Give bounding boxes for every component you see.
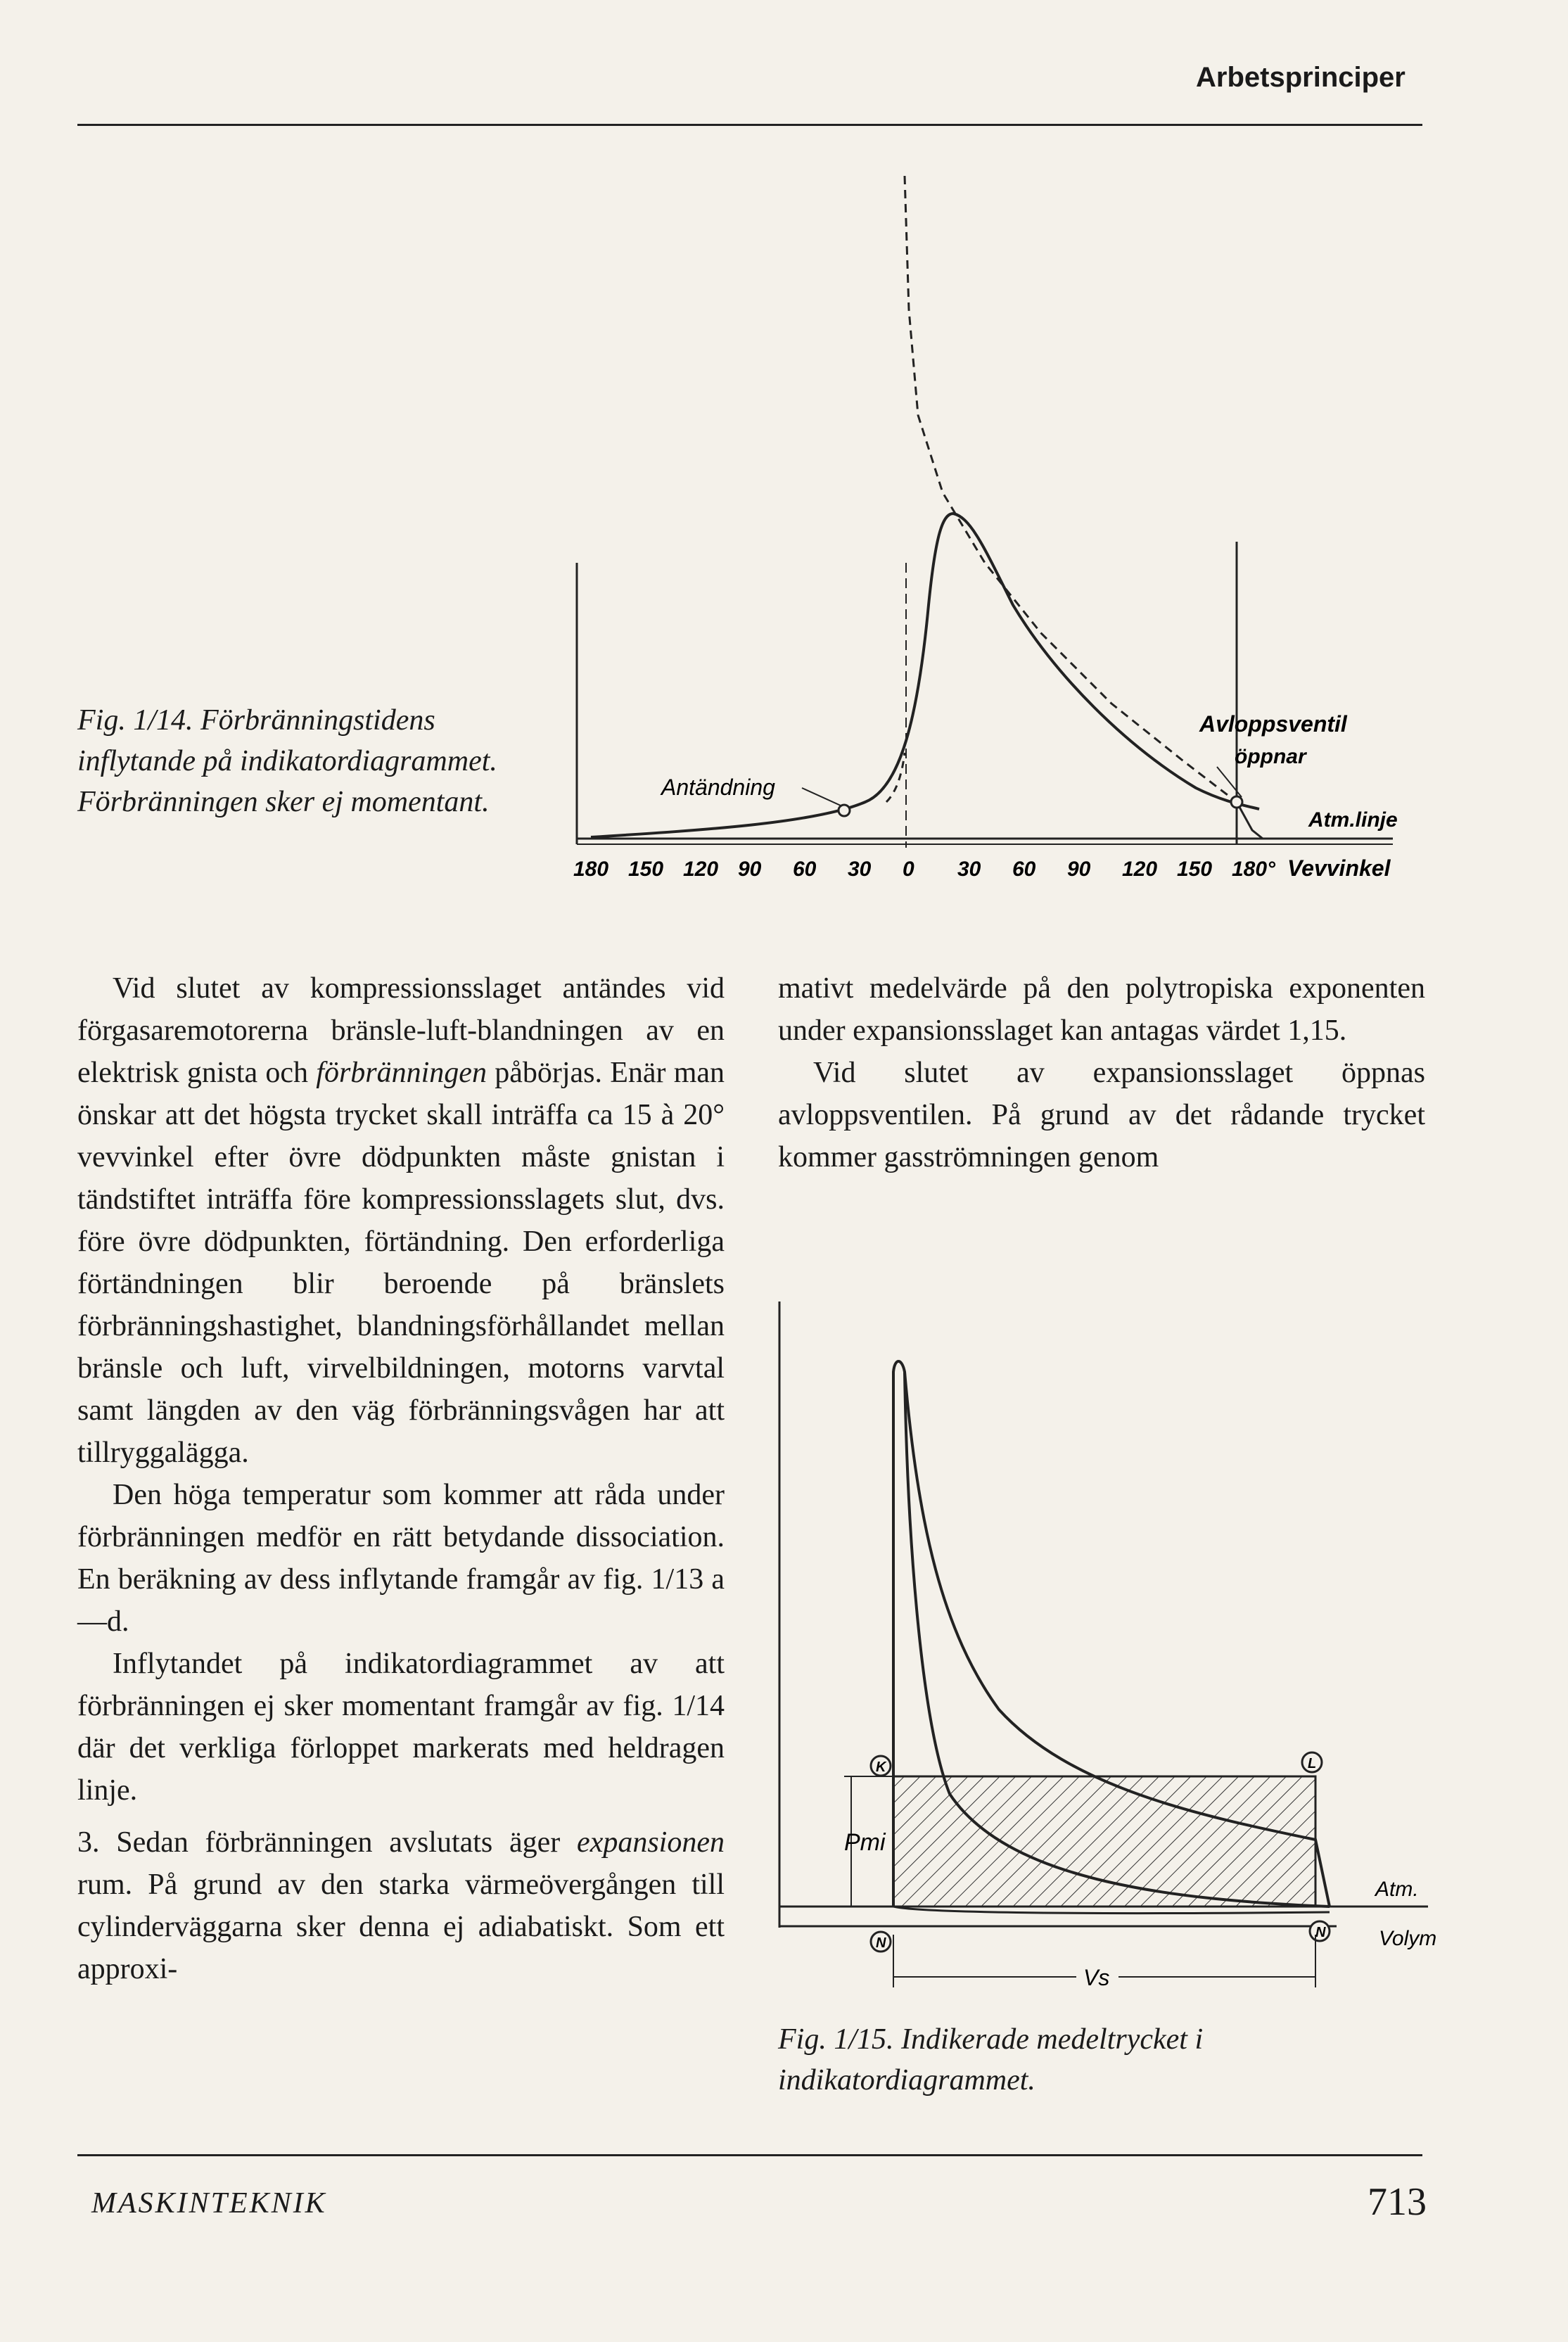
fig-15-diagram (774, 1302, 1449, 1991)
fig-14-tick-label: 120 (683, 858, 719, 881)
fig-14-tick-label: 0 (903, 858, 914, 881)
fig-14-ignition-point (839, 805, 850, 816)
fig-14-ticks (573, 858, 1276, 881)
fig-15-label-volume: Volym (1379, 1927, 1437, 1950)
fig-15-label-n1: N (876, 1935, 886, 1951)
fig-14-tick-label: 30 (848, 858, 872, 881)
fig-15-label-vs: Vs (1083, 1965, 1110, 1990)
fig-14-tick-label: 150 (1177, 858, 1213, 881)
right-paragraph-1: mativt medelvärde på den polytropiska exponenten under expansionsslaget kan antagas värdet 1,15. (778, 972, 1425, 1047)
running-head: Arbetsprinciper (1196, 62, 1406, 93)
fig-14-tick-label: 180° (1232, 858, 1276, 881)
right-column (778, 967, 1425, 1178)
fig-14-ignition-leader (802, 788, 841, 806)
left-paragraph-2: Den höga temperatur som kommer att råda under förbränningen medför en rätt betydande dissociation. En beräkning av dess inflytande framgår av fig. 1/13 a—d. (77, 1479, 725, 1638)
fig-14-tick-label: 60 (1012, 858, 1036, 881)
fig-14-tick-label: 30 (957, 858, 981, 881)
term-combustion: förbränningen (316, 1057, 487, 1089)
fig-14-caption: Fig. 1/14. Förbränningstidens inflytande på indikatordiagrammet. Förbränningen sker ej momentant. (77, 704, 497, 818)
fig-14-label-ignition: Antändning (661, 775, 775, 800)
left-paragraph-3: Inflytandet på indikatordiagrammet av att förbränningen ej sker momentant framgår av fig. 1/14 där det verkliga förloppet markerats med heldragen linje. (77, 1648, 725, 1807)
fig-14-label-crank: Vevvinkel (1287, 855, 1391, 881)
left-column (77, 967, 725, 1990)
journal-name: MASKINTEKNIK (91, 2187, 327, 2220)
fig-14-tick-label: 150 (628, 858, 664, 881)
fig-14-diagram (549, 169, 1449, 915)
fig-15-label-l: L (1308, 1756, 1317, 1771)
footer-rule (77, 2154, 1422, 2156)
fig-14-label-exhaust-2: öppnar (1235, 745, 1306, 768)
right-paragraph-2: Vid slutet av expansionsslaget öppnas avloppsventilen. På grund av det rådande trycket kommer gasströmningen genom (778, 1057, 1425, 1173)
fig-15-label-pmi: Pmi (844, 1829, 886, 1856)
fig-14-tick-label: 60 (793, 858, 817, 881)
fig-14-exhaust-leader (1217, 767, 1242, 797)
fig-15-label-k: K (876, 1759, 886, 1775)
fig-14-tick-label: 180 (573, 858, 609, 881)
fig-14-tick-label: 90 (1067, 858, 1091, 881)
fig-14-tick-label: 90 (738, 858, 762, 881)
fig-14-tick-label: 120 (1122, 858, 1158, 881)
header-rule (77, 124, 1422, 126)
fig-15-mean-pressure-area (893, 1776, 1315, 1907)
page-number: 713 (1368, 2180, 1427, 2224)
fig-14-label-atm: Atm.linje (1308, 808, 1398, 832)
fig-15-label-n2: N (1315, 1925, 1326, 1940)
fig-15-label-atm: Atm. (1375, 1878, 1419, 1901)
fig-14-label-exhaust-1: Avloppsventil (1199, 711, 1347, 737)
fig-14-compression-dashed (886, 753, 905, 802)
left-paragraph-4: 3. Sedan förbränningen avslutats äger expansionen rum. På grund av den starka värmeövergången till cylinderväggarna sker denna ej adiabatiskt. Som ett approxi- (77, 1826, 725, 1985)
left-paragraph-1: Vid slutet av kompressionsslaget antändes vid förgasaremotorerna bränsle-luft-blandningen av en elektrisk gnista och förbränningen påbörjas. Enär man önskar att det högsta trycket skall inträffa ca 15 à 20° vevvinkel efter övre dödpunkten måste gnistan i tändstiftet inträffa före kompressionsslagets slut, dvs. före övre dödpunkten, förtändning. Den erforderliga förtändningen blir beroende på bränslets förbränningshastighet, blandningsförhållandet mellan bränsle och luft, virvelbildningen, motorns varvtal samt längden av den väg förbränningsvågen har att tillryggalägga. (77, 972, 725, 1469)
fig-14-theoretical-curve (905, 176, 1237, 802)
fig-14-exhaust-point (1231, 796, 1242, 808)
term-expansion: expansionen (577, 1826, 725, 1859)
fig-15-caption: Fig. 1/15. Indikerade medeltrycket i indikatordiagrammet. (778, 2023, 1204, 2096)
